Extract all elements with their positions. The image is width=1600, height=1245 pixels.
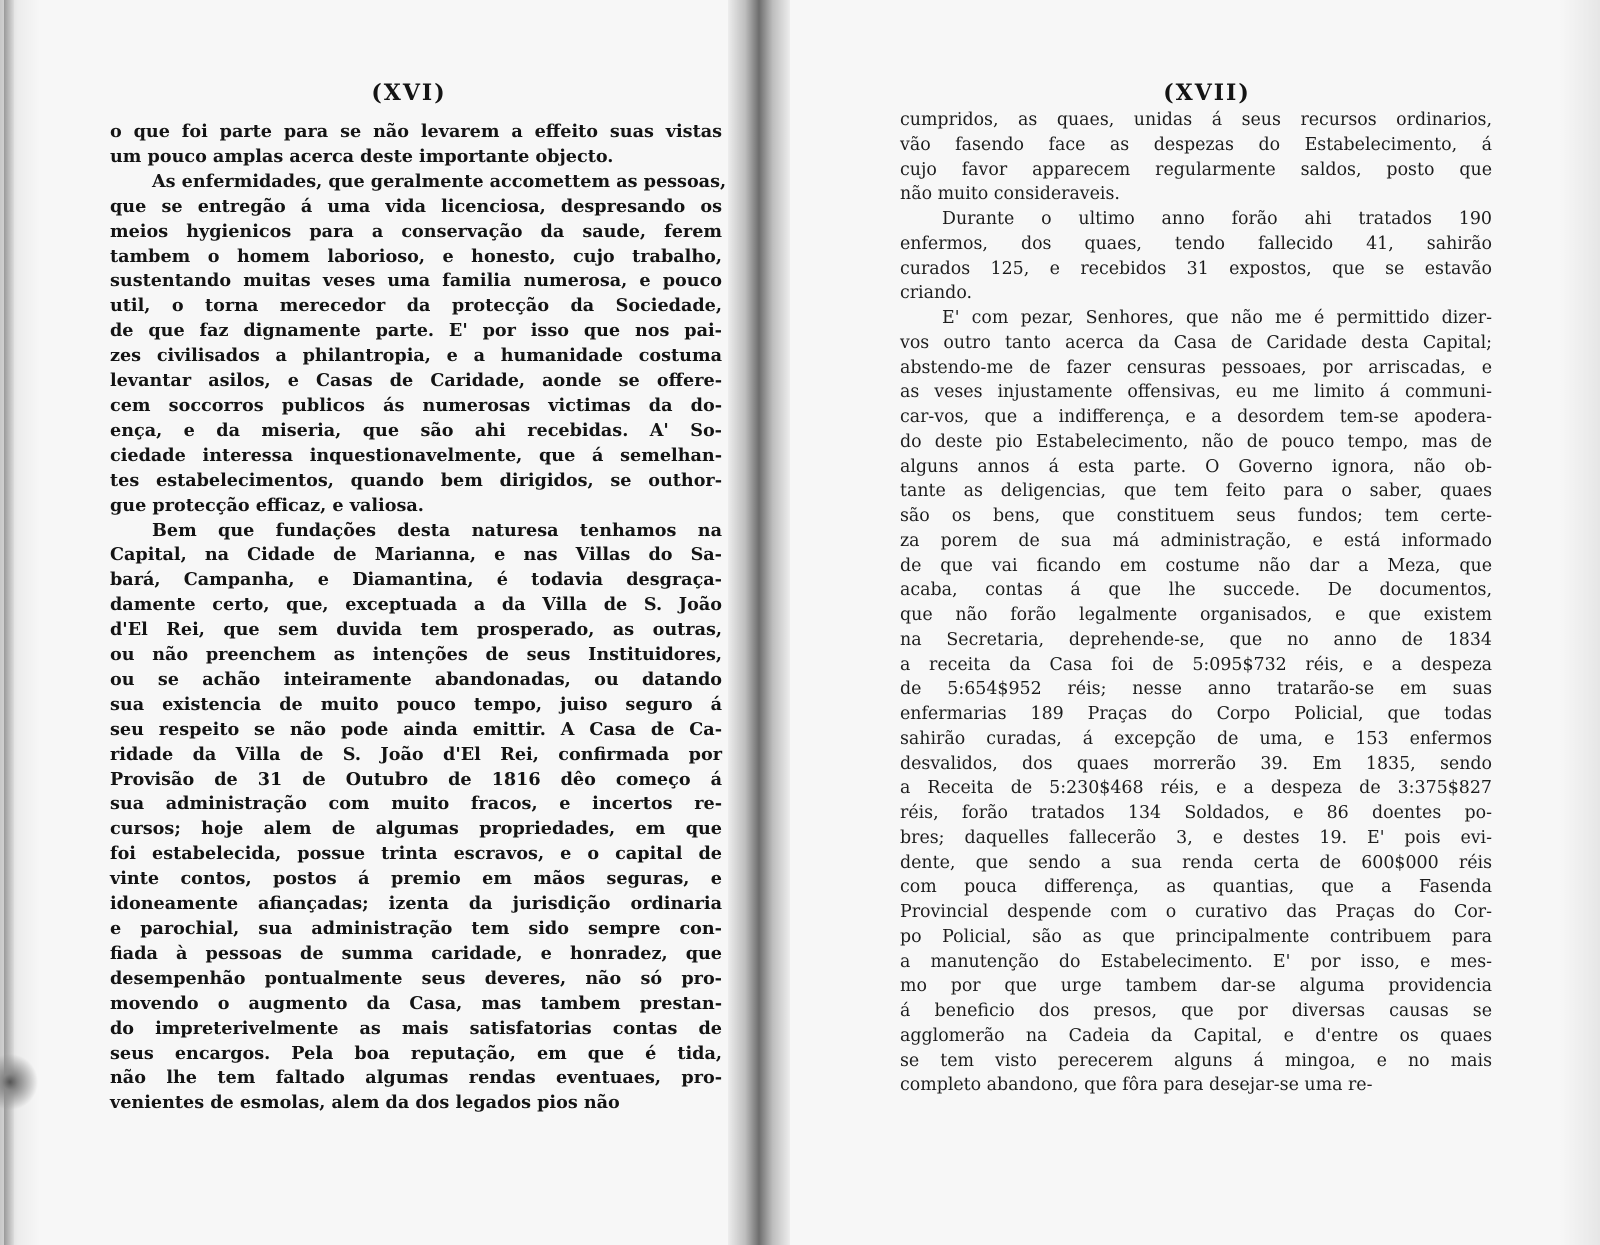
text-line: Durante o ultimo anno forão ahi tratados 190: [942, 209, 1492, 229]
text-line: ridade da Villa de S. João d'El Rei, confirmada por: [110, 743, 722, 765]
text-line: do deste pio Estabelecimento, não de pouco tempo, mas de: [900, 431, 1492, 452]
text-line: acaba, contas á que lhe succede. De documentos,: [900, 580, 1492, 601]
text-line: foi estabelecida, possue trinta escravos, e o capital de: [110, 843, 722, 865]
text-line: tambem o homem laborioso, e honesto, cujo trabalho,: [110, 245, 722, 267]
text-line: na Secretaria, deprehende-se, que no anno de 1834: [900, 629, 1492, 650]
text-line: réis, forão tratados 134 Soldados, e 86 doentes po-: [900, 803, 1492, 823]
text-line: ou não preenchem as intenções de seus Instituidores,: [110, 644, 722, 666]
text-line: ciedade interessa inquestionavelmente, que á semelhan-: [110, 444, 722, 466]
text-line: Provincial despende com o curativo das Praças do Cor-: [900, 902, 1492, 922]
text-line: levantar asilos, e Casas de Caridade, aonde se offere-: [110, 370, 722, 392]
text-line: sustentando muitas veses uma familia numerosa, e pouco: [110, 270, 722, 292]
text-line: cujo favor apparecem regularmente saldos, posto que: [900, 159, 1492, 180]
text-line: tante as deligencias, que tem feito para o saber, quaes: [900, 481, 1492, 502]
left-page: [24, 0, 734, 1245]
text-line: enfermos, dos quaes, tendo fallecido 41, sahirão: [900, 233, 1492, 254]
text-line: car-vos, que a indifferença, e a desordem tem-se apodera-: [900, 407, 1492, 427]
text-line: ença, e da miseria, que são ahi recebidas. A' So-: [110, 419, 722, 441]
text-line: curados 125, e recebidos 31 expostos, que se estavão: [900, 258, 1492, 279]
text-line: po Policial, são as que principalmente contribuem para: [900, 926, 1492, 947]
text-line: za porem de sua má administração, e está informado: [900, 530, 1492, 551]
text-line: agglomerão na Cadeia da Capital, e d'entre os quaes: [900, 1025, 1492, 1046]
text-line: cursos; hoje alem de algumas propriedades, em que: [110, 818, 722, 840]
text-line: mo por que urge tambem dar-se alguma providencia: [900, 976, 1492, 997]
text-line: criando.: [900, 283, 973, 304]
text-line: seu respeito se não pode ainda emittir. A Casa de Ca-: [110, 718, 722, 740]
page-number: (XVII): [1163, 80, 1251, 106]
text-line: vinte contos, postos á premio em mãos seguras, e: [110, 868, 722, 890]
text-line: não lhe tem faltado algumas rendas eventuaes, pro-: [110, 1067, 722, 1089]
text-line: cumpridos, as quaes, unidas á seus recursos ordinarios,: [900, 110, 1492, 130]
text-line: As enfermidades, que geralmente accomettem as pessoas,: [152, 170, 727, 192]
text-line: se tem visto perecerem alguns á mingoa, e no mais: [900, 1050, 1492, 1071]
page-number: (XVI): [371, 80, 447, 106]
text-line: seus encargos. Pela boa reputação, em que é tida,: [110, 1042, 722, 1064]
text-line: do impreterivelmente as mais satisfatorias contas de: [110, 1017, 722, 1039]
text-line: a manutenção do Estabelecimento. E' por isso, e mes-: [900, 951, 1492, 972]
text-line: que se entregão á uma vida licenciosa, despresando os: [110, 195, 722, 217]
text-line: á beneficio dos presos, que por diversas causas se: [900, 1001, 1492, 1021]
text-line: sua existencia de muito pouco tempo, juiso seguro á: [110, 693, 722, 715]
text-line: idoneamente afiançadas; izenta da jurisdição ordinaria: [110, 893, 722, 915]
text-line: Provisão de 31 de Outubro de 1816 dêo começo á: [110, 768, 722, 790]
text-line: vos outro tanto acerca da Casa de Caridade desta Capital;: [900, 332, 1492, 353]
text-line: as veses injustamente offensivas, eu me limito á communi-: [900, 382, 1492, 403]
text-line: de 5:654$952 réis; nesse anno tratarão-se em suas: [900, 679, 1492, 700]
text-line: a Receita de 5:230$468 réis, e a despeza de 3:375$827: [900, 778, 1492, 799]
text-line: desempenhão pontualmente seus deveres, não só pro-: [110, 967, 722, 989]
text-line: abstendo-me de fazer censuras pessoaes, por arriscadas, e: [900, 357, 1492, 378]
text-line: d'El Rei, que sem duvida tem prosperado, as outras,: [110, 619, 722, 641]
text-line: zes civilisados a philantropia, e a humanidade costuma: [110, 345, 722, 367]
text-line: de que faz dignamente parte. E' por isso que nos pai-: [110, 320, 722, 342]
text-line: com pouca differença, as quantias, que a Fasenda: [900, 877, 1492, 898]
text-line: venientes de esmolas, alem da dos legados pios não: [110, 1092, 620, 1114]
text-line: bres; daquelles fallecerão 3, e destes 19. E' pois evi-: [900, 827, 1492, 848]
text-line: cem soccorros publicos ás numerosas victimas da do-: [110, 394, 722, 416]
text-line: movendo o augmento da Casa, mas tambem prestan-: [110, 992, 722, 1014]
page-body-text: [110, 120, 727, 1116]
text-line: tes estabelecimentos, quando bem dirigidos, se outhor-: [110, 469, 722, 491]
text-line: sahirão curadas, á excepção de uma, e 153 enfermos: [900, 728, 1492, 749]
text-line: E' com pezar, Senhores, que não me é permittido dizer-: [942, 308, 1492, 328]
text-line: a receita da Casa foi de 5:095$732 réis, e a despeza: [900, 654, 1492, 675]
text-line: alguns annos á esta parte. O Governo ignora, não ob-: [900, 456, 1492, 477]
book-gutter: [728, 0, 790, 1245]
right-page: [792, 0, 1582, 1245]
text-line: vão fasendo face as despezas do Estabelecimento, á: [900, 134, 1492, 155]
text-line: de que vai ficando em costume não dar a Meza, que: [900, 555, 1492, 576]
text-line: meios hygienicos para a conservação da saude, ferem: [110, 220, 722, 242]
text-line: damente certo, que, exceptuada a da Villa de S. João: [110, 594, 722, 616]
text-line: dente, que sendo a sua renda certa de 600$000 réis: [900, 852, 1492, 873]
text-line: que não forão legalmente organisados, e que existem: [900, 605, 1492, 625]
text-line: não muito consideraveis.: [900, 184, 1120, 205]
text-line: Bem que fundações desta naturesa tenhamos na: [152, 519, 722, 541]
text-line: ou se achão inteiramente abandonadas, ou datando: [110, 668, 722, 690]
text-line: desvalidos, dos quaes morrerão 39. Em 1835, sendo: [900, 753, 1492, 774]
text-line: util, o torna merecedor da protecção da Sociedade,: [110, 295, 722, 317]
text-line: gue protecção efficaz, e valiosa.: [110, 494, 424, 516]
text-line: são os bens, que constituem seus fundos; tem certe-: [900, 506, 1492, 526]
text-line: sua administração com muito fracos, e incertos re-: [110, 793, 722, 815]
text-line: fiada à pessoas de summa caridade, e honradez, que: [110, 942, 722, 964]
text-line: Capital, na Cidade de Marianna, e nas Villas do Sa-: [110, 544, 722, 566]
text-line: completo abandono, que fôra para desejar-se uma re-: [900, 1075, 1373, 1096]
text-line: um pouco amplas acerca deste importante objecto.: [110, 145, 614, 167]
text-line: bará, Campanha, e Diamantina, é todavia desgraça-: [110, 569, 722, 591]
page-body-text: [900, 108, 1492, 1098]
text-line: e parochial, sua administração tem sido sempre con-: [110, 918, 722, 939]
text-line: enfermarias 189 Praças do Corpo Policial, que todas: [900, 704, 1492, 724]
text-line: o que foi parte para se não levarem a effeito suas vistas: [110, 121, 722, 142]
